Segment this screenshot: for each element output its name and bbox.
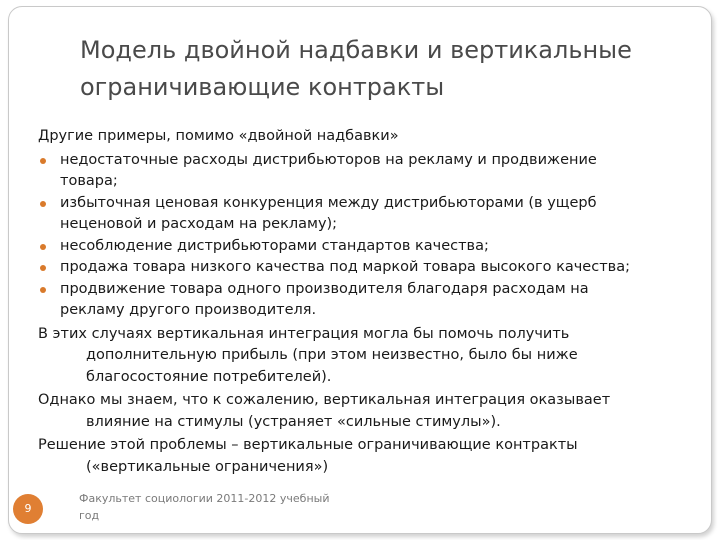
paragraph-solution xyxy=(38,435,678,478)
paragraph-line: В этих случаях вертикальная интеграция могла бы помочь получить xyxy=(38,325,570,342)
slide-body xyxy=(38,126,678,480)
bullet-line: продажа товара низкого качества под маркой товара высокого качества; xyxy=(60,259,630,275)
footer-text xyxy=(79,490,379,524)
title-line: ограничивающие контракты xyxy=(80,73,445,101)
paragraph-line: Решение этой проблемы – вертикальные ограничивающие контракты xyxy=(38,437,578,453)
paragraph-line: дополнительную прибыль (при этом неизвестно, было бы ниже xyxy=(86,347,578,363)
bullet-line: недостаточные расходы дистрибьюторов на рекламу и продвижение xyxy=(60,151,597,168)
title-line: Модель двойной надбавки и вертикальные xyxy=(80,36,632,64)
bullet-line: продвижение товара одного производителя благодаря расходам на xyxy=(60,280,589,297)
paragraph-line: («вертикальные ограничения») xyxy=(86,458,329,475)
slide-title xyxy=(80,32,700,106)
intro-line: Другие примеры, помимо «двойной надбавки» xyxy=(38,128,399,144)
paragraph-line: благосостояние потребителей). xyxy=(86,368,332,385)
paragraph-integration xyxy=(38,324,678,389)
paragraph-incentives xyxy=(38,390,678,433)
paragraph-line: Однако мы знаем, что к сожалению, вертикальная интеграция оказывает xyxy=(38,392,611,408)
bullet-item xyxy=(38,279,678,322)
page-number-badge: 9 xyxy=(13,494,43,524)
bullet-item xyxy=(38,193,678,236)
bullet-line: несоблюдение дистрибьюторами стандартов качества; xyxy=(60,237,489,254)
intro-text xyxy=(38,126,678,148)
bullet-line: избыточная ценовая конкуренция между дистрибьюторами (в ущерб xyxy=(60,194,597,211)
bullet-item xyxy=(38,236,678,258)
bullet-item xyxy=(38,150,678,193)
bullet-line: рекламу другого производителя. xyxy=(60,302,317,318)
footer-line: год xyxy=(79,509,100,522)
paragraph-line: влияние на стимулы (устраняет «сильные стимулы»). xyxy=(86,413,501,430)
bullet-list xyxy=(38,150,678,322)
footer-line: Факультет социологии 2011-2012 учебный xyxy=(79,492,330,505)
bullet-line: неценовой и расходам на рекламу); xyxy=(60,216,338,232)
bullet-item xyxy=(38,257,678,279)
bullet-line: товара; xyxy=(60,173,118,189)
